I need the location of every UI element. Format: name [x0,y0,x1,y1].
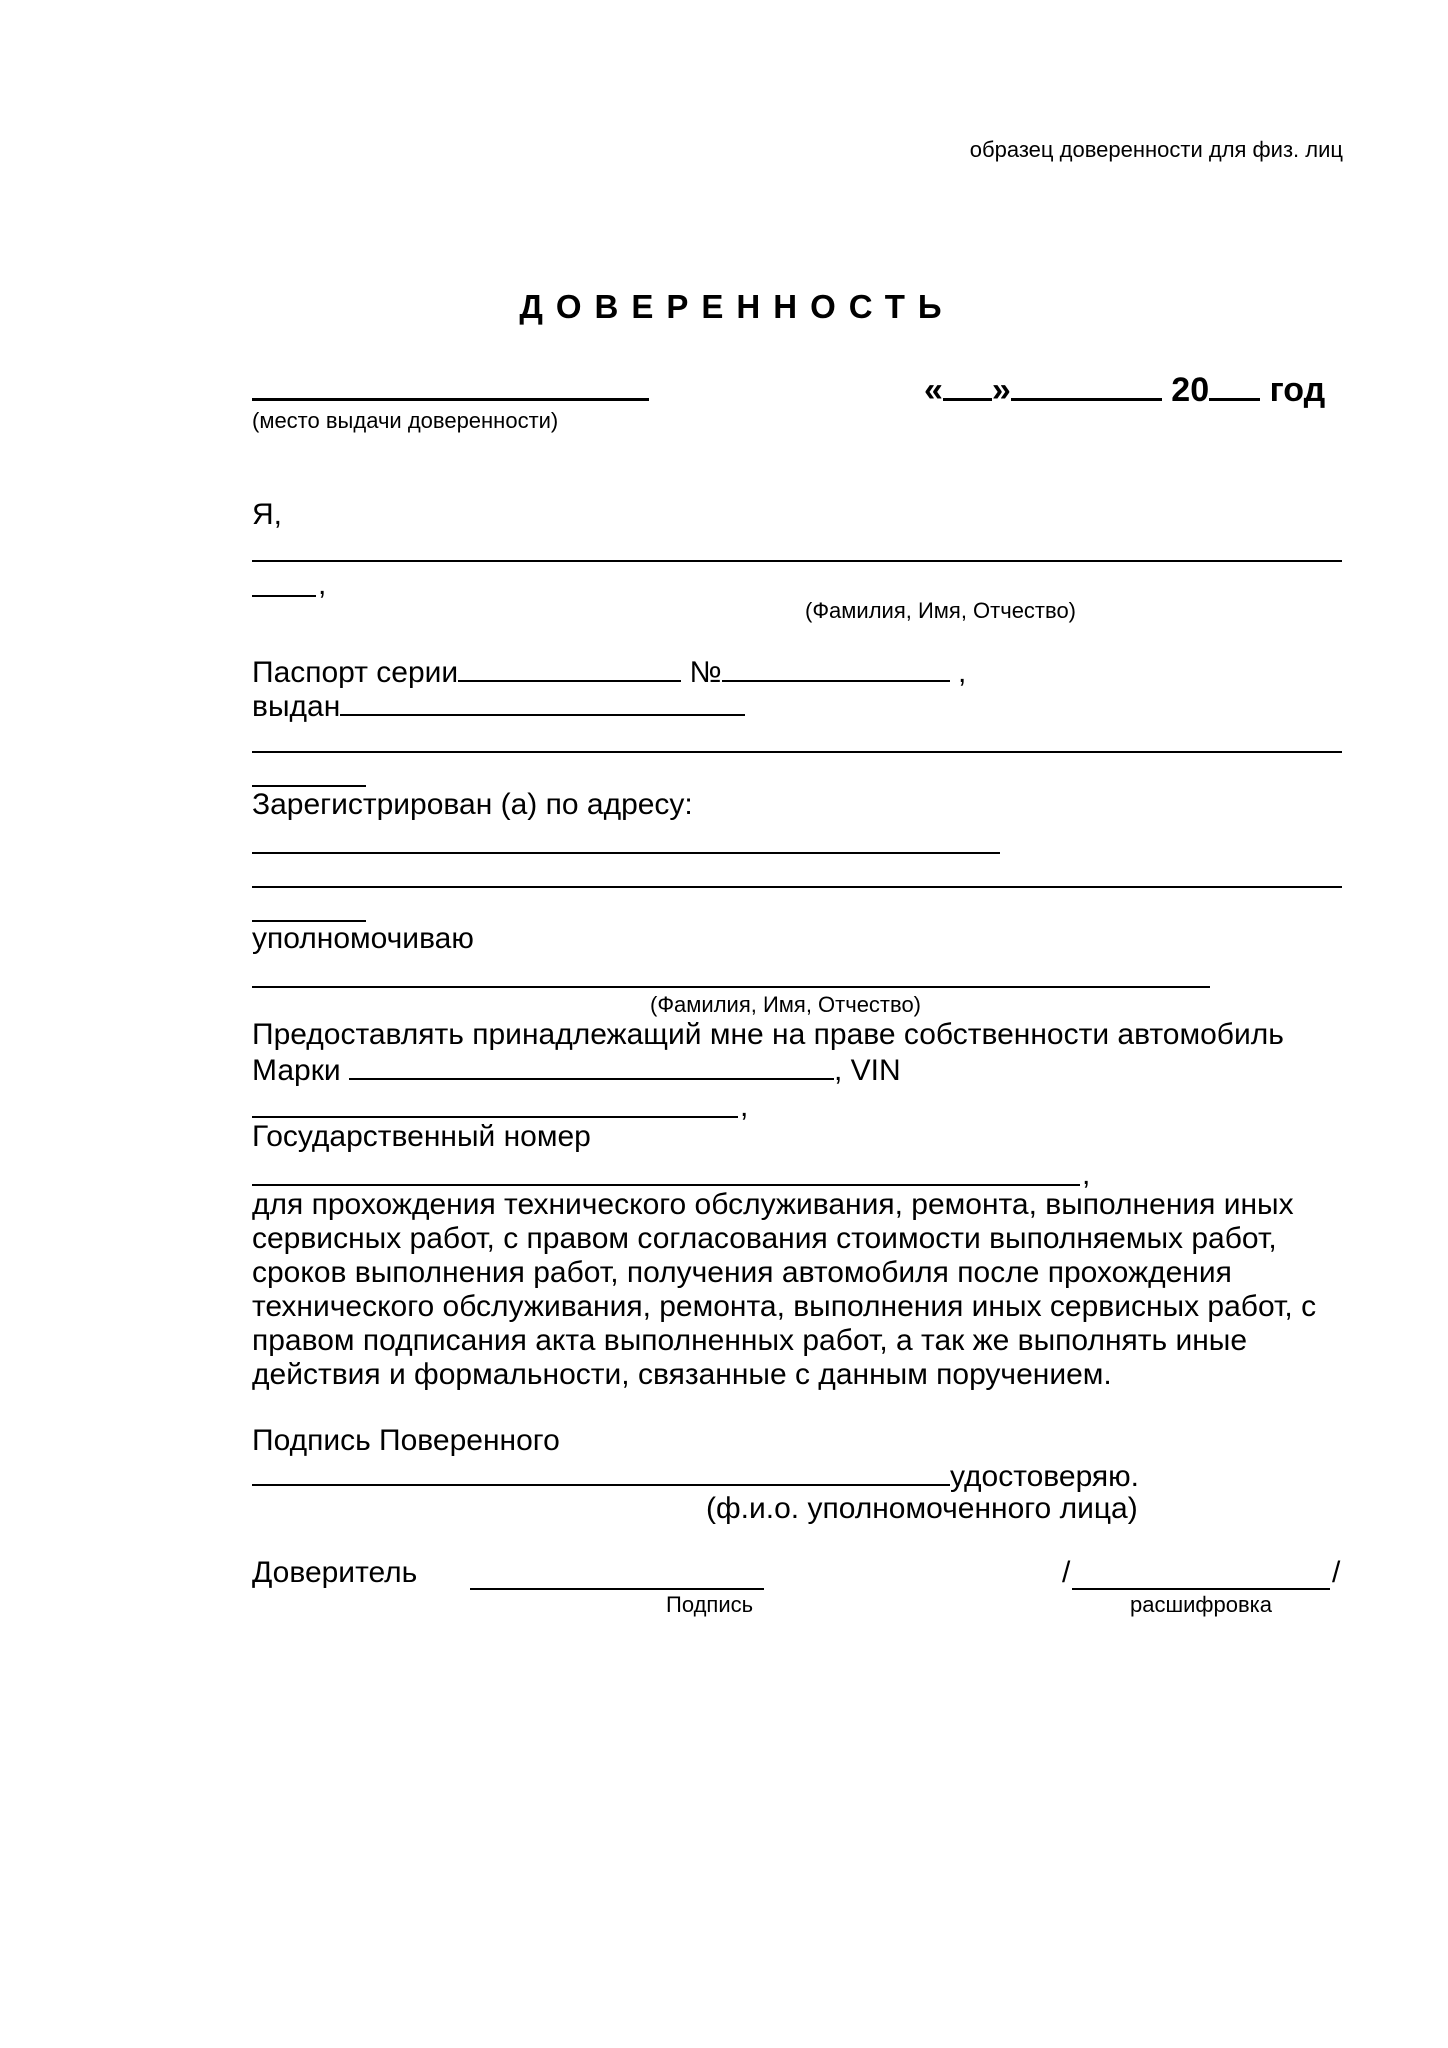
vehicle-vin-label: , VIN [833,1054,901,1087]
passport-number-label: № [689,656,722,689]
decoding-slash-right: / [1332,1556,1341,1589]
place-of-issue-line[interactable] [252,398,649,401]
date-year-prefix: 20 [1171,371,1210,409]
principal-i-label: Я, [252,498,282,531]
passport-issued-line[interactable] [252,751,1342,753]
vehicle-brand-row [252,1052,901,1088]
registration-label: Зарегистрирован (а) по адресу: [252,788,693,821]
attorney-fio-line[interactable] [252,986,1210,988]
vehicle-vin-comma: , [740,1090,749,1123]
decoding-caption: расшифровка [1130,1592,1273,1617]
passport-issued-line-cont[interactable] [252,785,366,787]
passport-series-label: Паспорт серии [252,656,459,689]
date-year-blank[interactable] [1209,368,1260,401]
place-of-issue-caption: (место выдачи доверенности) [252,408,559,433]
attorney-signature-label: Подпись Поверенного [252,1424,560,1457]
attestation-row [252,1458,1139,1494]
attestation-caption: (ф.и.о. уполномоченного лица) [706,1492,1138,1525]
passport-comma: , [958,656,967,689]
passport-series-blank[interactable] [458,654,681,682]
vehicle-plate-line[interactable] [252,1184,1080,1186]
purpose-line: технического обслуживания, ремонта, выполнения иных сервисных работ, с [252,1290,1317,1323]
issue-date [924,368,1325,410]
vehicle-brand-blank[interactable] [349,1052,834,1080]
passport-row [252,654,966,690]
vehicle-vin-line[interactable] [252,1116,738,1118]
date-day-blank[interactable] [943,368,992,401]
purpose-line: сроков выполнения работ, получения автомобиля после прохождения [252,1256,1232,1289]
date-month-blank[interactable] [1011,368,1162,401]
purpose-line: для прохождения технического обслуживания, ремонта, выполнения иных [252,1188,1294,1221]
passport-issued-blank[interactable] [340,688,745,716]
decoding-line[interactable] [1072,1588,1330,1590]
date-year-word: год [1269,371,1326,409]
purpose-line: действия и формальности, связанные с данным поручением. [252,1358,1112,1391]
vehicle-plate-label: Государственный номер [252,1120,591,1153]
attorney-fio-caption: (Фамилия, Имя, Отчество) [650,992,922,1017]
purpose-line: сервисных работ, с правом согласования стоимости выполняемых работ, [252,1222,1277,1255]
principal-comma: , [318,568,327,601]
principal-signature-line[interactable] [470,1588,764,1590]
passport-issued-row [252,688,745,724]
vehicle-brand-label: Марки [252,1054,341,1087]
date-open-quote: « [924,371,943,409]
passport-number-blank[interactable] [722,654,950,682]
principal-signature-caption: Подпись [666,1592,754,1617]
sample-note: образец доверенности для физ. лиц [969,137,1343,162]
vehicle-plate-comma: , [1082,1158,1091,1191]
purpose-line: правом подписания акта выполненных работ, а так же выполнять иные [252,1324,1248,1357]
registration-address-line-1[interactable] [252,852,1000,854]
attestation-certify-word: удостоверяю. [950,1460,1139,1493]
document-title: ДОВЕРЕННОСТЬ [519,288,955,325]
principal-fio-line[interactable] [252,560,1342,562]
principal-fio-caption: (Фамилия, Имя, Отчество) [805,598,1077,623]
registration-address-line-2[interactable] [252,886,1342,888]
decoding-slash-left: / [1062,1556,1071,1589]
passport-issued-label: выдан [252,690,341,723]
principal-sign-label: Доверитель [252,1556,418,1589]
attestation-blank[interactable] [252,1458,950,1486]
provide-vehicle-text: Предоставлять принадлежащий мне на праве собственности автомобиль [252,1018,1284,1051]
principal-fio-line-cont[interactable] [252,595,316,597]
authorize-label: уполномочиваю [252,922,474,955]
purpose-paragraph [252,1188,1372,1392]
date-close-quote: » [991,371,1011,409]
